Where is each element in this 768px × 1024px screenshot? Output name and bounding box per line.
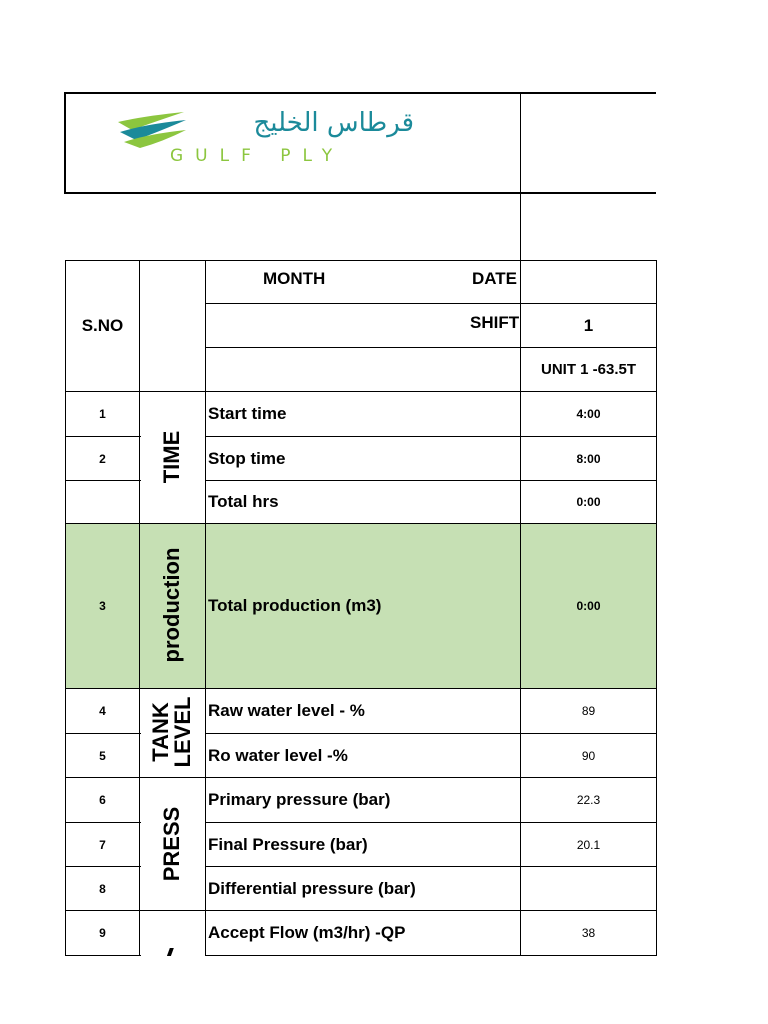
table-right-border bbox=[656, 260, 657, 956]
row-6-value[interactable]: 22.3 bbox=[576, 793, 601, 807]
header-shift-value: 1 bbox=[583, 315, 594, 335]
row-3-label: Total production (m3) bbox=[208, 596, 382, 615]
row-3-sno: 3 bbox=[99, 599, 106, 613]
table-col1-border bbox=[139, 260, 140, 956]
row-1-sno: 1 bbox=[99, 407, 106, 421]
row-1-label: Start time bbox=[208, 404, 287, 423]
row-9-sno: 9 bbox=[99, 926, 106, 940]
row-5-value[interactable]: 90 bbox=[581, 748, 596, 763]
row-5-sno: 5 bbox=[99, 748, 106, 763]
logo-box-bottom-border bbox=[64, 192, 656, 194]
header-unit: UNIT 1 -63.5T bbox=[540, 361, 637, 378]
gulf-ply-logo bbox=[112, 104, 432, 174]
row-7-sno: 7 bbox=[99, 837, 106, 852]
header-date: DATE bbox=[472, 269, 518, 288]
row-6-sno: 6 bbox=[99, 793, 106, 807]
logo-arabic-text: قرطاس الخليج bbox=[253, 108, 414, 138]
row-2-sno: 2 bbox=[99, 451, 106, 466]
group-tank-level-label: TANK LEVEL bbox=[148, 696, 195, 768]
group-time-label: TIME bbox=[159, 430, 184, 484]
row-1-value[interactable]: 4:00 bbox=[576, 407, 601, 421]
logo-english-text: GULF PLY bbox=[170, 146, 345, 166]
row-line-2a bbox=[65, 480, 141, 481]
logo-box-top-border bbox=[64, 92, 656, 94]
group-next-label-fragment bbox=[163, 946, 181, 956]
row-8-value[interactable] bbox=[521, 867, 656, 910]
row-line-9b bbox=[205, 955, 657, 956]
row-5-label: Ro water level -% bbox=[208, 745, 348, 765]
row-8-label: Differential pressure (bar) bbox=[208, 878, 416, 898]
group-press-label: PRESS bbox=[159, 806, 184, 882]
row-4-label: Raw water level - % bbox=[208, 701, 365, 720]
table-top-border bbox=[65, 260, 657, 261]
row-total-hrs-label: Total hrs bbox=[208, 492, 279, 511]
row-6-label: Primary pressure (bar) bbox=[208, 790, 391, 809]
row-4-value[interactable]: 89 bbox=[581, 704, 596, 718]
row-4-sno: 4 bbox=[99, 704, 106, 718]
row-7-label: Final Pressure (bar) bbox=[208, 834, 368, 854]
row-2-value[interactable]: 8:00 bbox=[576, 451, 601, 466]
row-7-value[interactable]: 20.1 bbox=[576, 837, 601, 852]
header-month: MONTH bbox=[263, 269, 326, 288]
row-8-sno: 8 bbox=[99, 881, 106, 896]
header-shift-label: SHIFT bbox=[470, 313, 520, 332]
logo-box-left-border bbox=[64, 92, 66, 194]
header-sno: S.NO bbox=[81, 316, 124, 335]
row-9-value[interactable]: 38 bbox=[581, 926, 596, 940]
group-production-label: production bbox=[159, 547, 184, 663]
row-line-9a bbox=[65, 955, 141, 956]
row-3-value[interactable]: 0:00 bbox=[576, 599, 601, 613]
row-9-label: Accept Flow (m3/hr) -QP bbox=[208, 923, 406, 942]
row-total-hrs-value[interactable]: 0:00 bbox=[576, 495, 601, 509]
row-2-label: Stop time bbox=[208, 448, 286, 468]
